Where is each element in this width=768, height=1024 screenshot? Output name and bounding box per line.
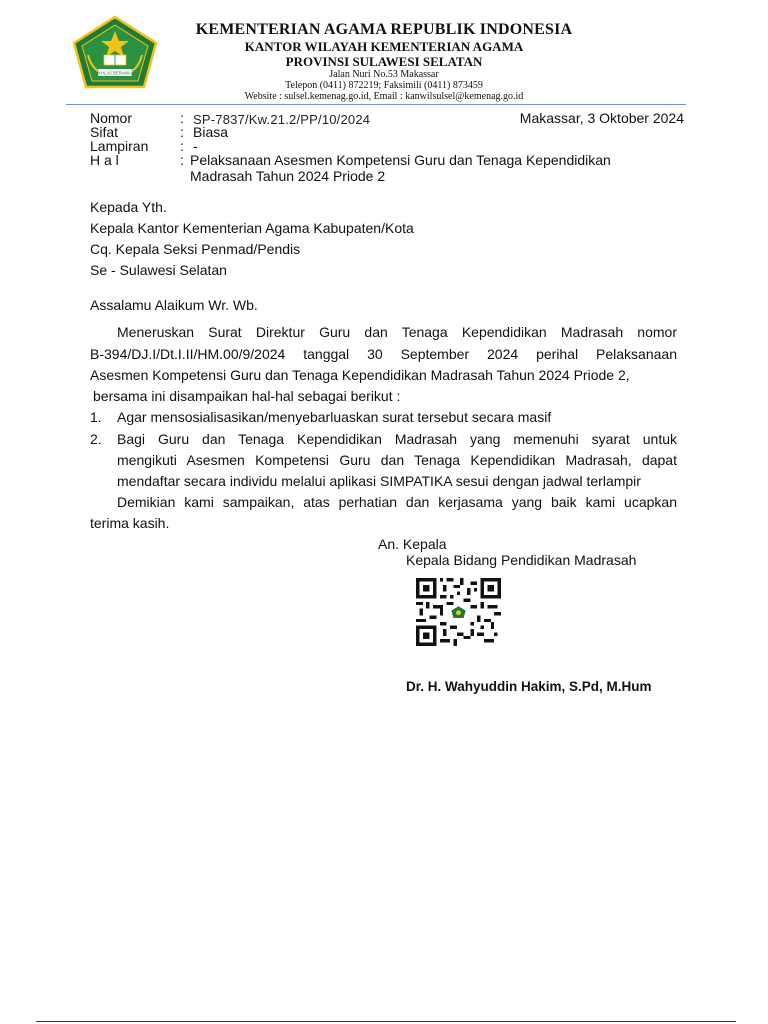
lampiran-label: Lampiran <box>90 138 149 154</box>
recipient-line-3: Cq. Kepala Seksi Penmad/Pendis <box>90 241 301 257</box>
nomor-label: Nomor <box>90 110 133 126</box>
list-item-2-line-2: mengikuti Asesmen Kompetensi Guru dan Tenaga Kependidikan Madrasah, dapat <box>117 452 677 468</box>
letterhead <box>160 20 608 102</box>
recipient-line-4: Se - Sulawesi Selatan <box>90 262 227 278</box>
office-web: Website : sulsel.kemenag.go.id, Email : kanwilsulsel@kemenag.go.id <box>244 91 524 102</box>
recipient-line-2: Kepala Kantor Kementerian Agama Kabupaten/Kota <box>90 220 414 236</box>
kemenag-logo-icon <box>70 15 160 89</box>
list-item-2-line-3: mendaftar secara individu melalui aplikasi SIMPATIKA sesui dengan jadwal terlampir <box>117 473 641 489</box>
sifat-label: Sifat <box>90 124 119 140</box>
list-item-1-number: 1. <box>90 409 102 425</box>
letter-date: Makassar, 3 Oktober 2024 <box>519 110 684 126</box>
lampiran-colon: : <box>180 138 184 154</box>
hal-line-1: Pelaksanaan Asesmen Kompetensi Guru dan Tenaga Kependidikan <box>190 152 611 168</box>
nomor-value: SP-7837/Kw.21.2/PP/10/2024 <box>193 112 371 127</box>
header-divider <box>66 104 686 105</box>
office-address: Jalan Nuri No.53 Makassar <box>329 69 439 80</box>
sifat-value: Biasa <box>193 124 229 140</box>
paragraph-line-1: Meneruskan Surat Direktur Guru dan Tenaga Kependidikan Madrasah nomor <box>117 324 677 340</box>
paragraph-line-3: Asesmen Kompetensi Guru dan Tenaga Kependidikan Madrasah Tahun 2024 Priode 2, <box>90 367 630 383</box>
signature-title: Kepala Bidang Pendidikan Madrasah <box>406 552 637 568</box>
office-name: KANTOR WILAYAH KEMENTERIAN AGAMA <box>244 39 524 54</box>
list-item-2-number: 2. <box>90 431 102 447</box>
signatory-name: Dr. H. Wahyuddin Hakim, S.Pd, M.Hum <box>406 679 652 694</box>
sifat-colon: : <box>180 124 184 140</box>
paragraph-line-4: bersama ini disampaikan hal-hal sebagai berikut : <box>93 388 401 404</box>
nomor-colon: : <box>180 110 184 126</box>
footer-divider <box>36 1021 736 1022</box>
ministry-name: KEMENTERIAN AGAMA REPUBLIK INDONESIA <box>195 21 573 38</box>
hal-colon: : <box>180 152 184 168</box>
signature-an: An. Kepala <box>378 536 447 552</box>
recipient-line-1: Kepada Yth. <box>90 199 167 215</box>
hal-label: H a l <box>90 152 119 168</box>
province-name: PROVINSI SULAWESI SELATAN <box>285 54 483 69</box>
closing-line-1: Demikian kami sampaikan, atas perhatian dan kerjasama yang baik kami ucapkan <box>117 494 677 510</box>
hal-line-2: Madrasah Tahun 2024 Priode 2 <box>190 168 386 184</box>
paragraph-line-2: B-394/DJ.I/Dt.I.II/HM.00/9/2024 tanggal 30 September 2024 perihal Pelaksanaan <box>90 346 677 362</box>
closing-line-2: terima kasih. <box>90 515 170 531</box>
qr-code-icon <box>416 578 501 646</box>
greeting: Assalamu Alaikum Wr. Wb. <box>90 297 258 313</box>
list-item-2-line-1: Bagi Guru dan Tenaga Kependidikan Madrasah yang memenuhi syarat untuk <box>117 431 677 447</box>
lampiran-value: - <box>193 138 198 154</box>
list-item-1: Agar mensosialisasikan/menyebarluaskan surat tersebut secara masif <box>117 409 552 425</box>
logo-motto: IKHLAS BERAMAL <box>96 70 134 76</box>
office-phone: Telepon (0411) 872219; Faksimili (0411) 873459 <box>285 80 483 91</box>
